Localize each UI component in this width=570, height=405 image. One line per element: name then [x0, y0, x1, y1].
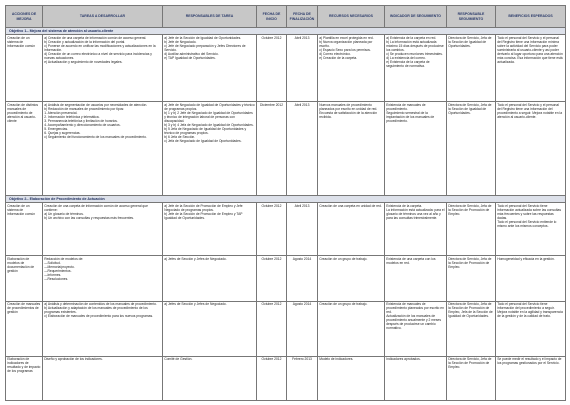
cell-inicio: Octubre 2012 — [257, 356, 287, 400]
cell-recursos: a) Plantilla en excel protegida en red. b) Nueva organización planeada por escrito. c) Espacio Sexo para los permisos. d) Correo electrónico. e) Creación de la carpeta. — [318, 35, 385, 102]
cell-tareas: a) Análisis y determinación de contenidos de los manuales de procedimiento. b) Actualización y adaptación de los manuales de procedimiento de los programas existentes. c) Elaboración de manuales de procedimiento para los nuevos programas. — [43, 301, 163, 356]
cell-beneficios: Todo el personal del Servicio y el personal del Registro tiene una información del procedimiento a seguir. Mejora notable en la atención al usuario-cliente. — [496, 101, 566, 195]
cell-accion: Creación de un sistema de información común — [6, 35, 43, 102]
cell-recursos: Nuevos manuales de procedimiento planeados por escrito en unidad de red. Encuesta de satisfacción de la atención recibida. — [318, 101, 385, 195]
cell-tareas: Redacción de modelos de: —Solicitud. —Memoria/proyecto. —Requerimientos. —Informes. —Resoluciones. — [43, 256, 163, 301]
cell-accion: Elaboración de modelos de documentación de gestión — [6, 256, 43, 301]
cell-indicador: Existencia de la carpeta. La información está actualizada: para el glosario de términos una vez al año y para las consultas trimestralmente. — [385, 203, 447, 256]
header-tareas: TAREAS A DESARROLLAR — [43, 6, 163, 28]
cell-inicio: Octubre 2012 — [257, 256, 287, 301]
objective-row — [6, 195, 566, 202]
header-beneficios: BENEFICIOS ESPERADOS — [496, 6, 566, 28]
cell-beneficios: Todo el personal del Servicio y el personal del Registro tiene una información mínima sobre la actividad del Servicio para poder suministrarla al usuario-cliente y así poder derivarlo al lugar oportuno para una atención más concisa. Esa información que tiene está actualizada. — [496, 35, 566, 102]
cell-responsables: a) Jefes de Sección y Jefes de Negociado. — [163, 256, 257, 301]
cell-indicador: Indicadores aprobados. — [385, 356, 447, 400]
cell-responsable-seguimiento: Directora de Servicio, Jefa de la Sección de Promoción de Empleo. — [447, 203, 496, 256]
cell-indicador: a) Existencia de la carpeta en red. b) La información está actualizada máximo 15 días después de producirse los cambios. c) Se producen reuniones trimestrales. d) La existencia del correo. e) Existencia de la carpeta de seguimiento de normativa. — [385, 35, 447, 102]
cell-recursos: Creación de una carpeta en unidad de red. — [318, 203, 385, 256]
header-indicador: INDICADOR DE SEGUIMIENTO — [385, 6, 447, 28]
cell-beneficios: Homogeneidad y eficacia en la gestión. — [496, 256, 566, 301]
objective-row — [6, 28, 566, 35]
header-responsables: RESPONSABLES DE TAREA — [163, 6, 257, 28]
objective-title: Objetivo 1.- Mejora del sistema de atención al usuario-cliente — [6, 28, 566, 35]
objective-title: Objetivo 2.- Elaboración de Procedimiento de Actuación — [6, 195, 566, 202]
cell-indicador: Existencia de manuales de procedimiento. Seguimiento semestral de la implantación de los manuales de procedimiento. — [385, 101, 447, 195]
cell-responsables: a) Jefes de Sección y Jefes de Negociado. — [163, 301, 257, 356]
header-acciones: ACCIONES DE MEJORA — [6, 6, 43, 28]
improvement-plan-table — [5, 5, 566, 401]
cell-fin: Abril 2013 — [287, 203, 318, 256]
header-row — [6, 6, 566, 28]
cell-beneficios: Se puede medir el resultado y el impacto de los programas gestionados por el Servicio. — [496, 356, 566, 400]
cell-responsables: a) Jefe de Negociado de Igualdad de Oportunidades y técnico de programas propios. b) 1 y b) 2 Jefe de Negociado de Igualdad de Oportunidades y técnico de integración laboral de personas con discapacidad. b) 3 y b) 4 Jefa de Negociado de Igualdad de Oportunidades. b) 5 Jefa de Negociado de Igualdad de Oportunidades y técnico de programas propios. b) 6 Jefa de Sección. c) Jefa de Negociado de Igualdad de Oportunidades. — [163, 101, 257, 195]
cell-responsable-seguimiento: Directora de Servicio, Jefa de la Sección de Promoción de Empleo. — [447, 256, 496, 301]
header-fecha-fin: FECHA DE FINALIZACIÓN — [287, 6, 318, 28]
cell-responsables: a) Jefe de la Sección de Promoción de Empleo y Jefe Negociado de programas propios. b) Jefe de la Sección de Promoción de Empleo y TAP Igualdad de Oportunidades. — [163, 203, 257, 256]
cell-fin: Agosto 2014 — [287, 256, 318, 301]
cell-beneficios: Todo el personal del Servicio tiene información del procedimiento a seguir. Mejora notable en la agilidad y transparencia de la gestión y de la calidad de trato. — [496, 301, 566, 356]
cell-fin: Febrero 2013 — [287, 356, 318, 400]
cell-inicio: Octubre 2012 — [257, 203, 287, 256]
cell-indicador: Existencia de manuales de procedimiento planeados por escrito en red. Actualización de los manuales de procedimiento anualmente y 2 meses después de producirse un cambio normativo. — [385, 301, 447, 356]
table-row — [6, 356, 566, 400]
cell-inicio: Octubre 2012 — [257, 35, 287, 102]
cell-recursos: Modelo de indicadores. — [318, 356, 385, 400]
cell-responsable-seguimiento: Directora de Servicio, Jefa de la Sección de Promoción de Empleo. — [447, 356, 496, 400]
cell-accion: Creación de distintos manuales de procedimiento de atención al usuario-cliente — [6, 101, 43, 195]
cell-fin: Abril 2013 — [287, 35, 318, 102]
table-row — [6, 256, 566, 301]
cell-inicio: Diciembre 2012 — [257, 101, 287, 195]
cell-responsables: a) Jefe de la Sección de Igualdad de Oportunidades. b) Jefe de Negociado. c) Jefe de Negociado preparación y Jefes Directores de Servicio. d) Auxiliar administrativo del Servicio. e) TAP Igualdad de Oportunidades. — [163, 35, 257, 102]
cell-indicador: Existencia de una carpeta con los modelos en red. — [385, 256, 447, 301]
cell-tareas: Diseño y aprobación de los indicadores. — [43, 356, 163, 400]
cell-fin: Agosto 2014 — [287, 301, 318, 356]
cell-responsable-seguimiento: Directora de Servicio, Jefa de la Sección de Igualdad de Oportunidades. — [447, 35, 496, 102]
table-row — [6, 301, 566, 356]
header-responsable-seguimiento: RESPONSABLE SEGUIMIENTO — [447, 6, 496, 28]
table-row — [6, 203, 566, 256]
cell-accion: Elaboración de indicadores de resultado y de impacto de los programas — [6, 356, 43, 400]
cell-beneficios: Todo el personal del Servicio tiene información actualizada sobre las consultas más frecuentes y sobre las respuestas dadas. Todo el personal del Servicio entiende lo mismo ante los mismos conceptos. — [496, 203, 566, 256]
header-recursos: RECURSOS NECESARIOS — [318, 6, 385, 28]
cell-fin: Abril 2013 — [287, 101, 318, 195]
cell-responsable-seguimiento: Directora de Servicio, Jefa de la Sección de Promoción de Empleo, Jefa de la Sección de Igualdad de Oportunidades. — [447, 301, 496, 356]
cell-recursos: Creación de un grupo de trabajo. — [318, 301, 385, 356]
improvement-plan-table-container — [5, 5, 565, 401]
table-row — [6, 101, 566, 195]
table-row — [6, 35, 566, 102]
cell-tareas: a) Análisis de segmentación de usuarios por necesidades de atención. b) Redacción de manuales de procedimiento por tipos: 1. Atención presencial. 2. Información telefónica y telemática. 3. Permanencia telefónica y limitación de horarios. 4. Acompañamiento y direccionamiento de usuarios. 5. Emergencias. 6. Quejas y sugerencias. c) Seguimiento del funcionamiento de los manuales de procedimiento. — [43, 101, 163, 195]
cell-inicio: Octubre 2012 — [257, 301, 287, 356]
cell-accion: Creación de manuales de procedimientos de gestión — [6, 301, 43, 356]
cell-tareas: Creación de una carpeta de información común de acceso general que contiene: a) Un glosario de términos. b) Un archivo con las consultas y respuestas más frecuentes. — [43, 203, 163, 256]
cell-responsable-seguimiento: Directora de Servicio, Jefa de la Sección de Igualdad de Oportunidades. — [447, 101, 496, 195]
cell-accion: Creación de un sistema de información común — [6, 203, 43, 256]
cell-recursos: Creación de un grupo de trabajo. — [318, 256, 385, 301]
cell-responsables: Comité de Gestión. — [163, 356, 257, 400]
cell-tareas: a) Creación de una carpeta de información común de acceso general. b) Creación y actualización de la información del portal. c) Ponerse de acuerdo en unificar las modificaciones y actualizaciones en la información. d) Creación de un correo electrónico a nivel de servicio para incidencias y nuevas actuaciones. e) Actualización y seguimiento de novedades legales. — [43, 35, 163, 102]
header-fecha-inicio: FECHA DE INICIO — [257, 6, 287, 28]
